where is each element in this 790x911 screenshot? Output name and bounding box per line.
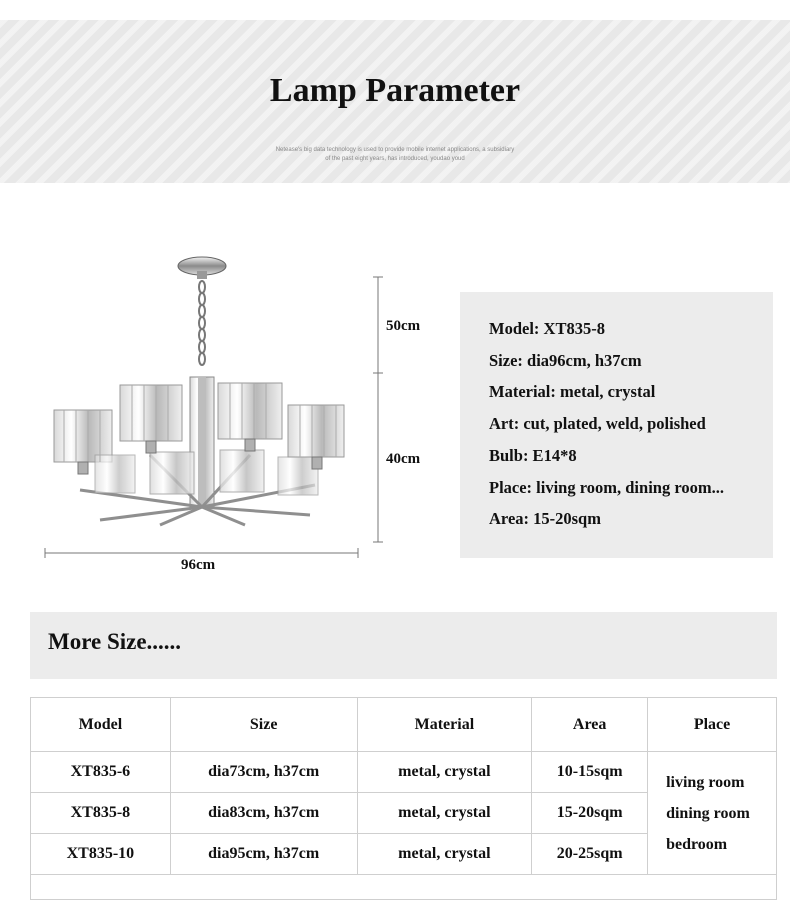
cell-area: 15-20sqm [532, 793, 648, 834]
spec-material: Material: metal, crystal [489, 382, 656, 401]
banner-subtitle-line1: Netease's big data technology is used to provide mobile internet applications, a subsidiary [275, 147, 515, 153]
height-upper-label: 50cm [386, 318, 421, 334]
cell-area: 20-25sqm [532, 834, 648, 875]
cell-material: metal, crystal [357, 834, 532, 875]
header-material: Material [357, 698, 532, 752]
cell-model: XT835-6 [31, 752, 171, 793]
header-size: Size [170, 698, 357, 752]
page-title: Lamp Parameter [269, 72, 521, 109]
banner-subtitle-line2: of the past eight years, has introduced, youdao youd [325, 156, 465, 162]
spec-area: Area: 15-20sqm [489, 509, 601, 528]
place-dining-room: dining room [666, 804, 750, 822]
spec-place: Place: living room, dining room... [489, 478, 724, 497]
cell-size: dia83cm, h37cm [170, 793, 357, 834]
spec-model: Model: XT835-8 [489, 319, 605, 338]
place-living-room: living room [666, 773, 745, 791]
spec-size: Size: dia96cm, h37cm [489, 351, 642, 370]
spec-art: Art: cut, plated, weld, polished [489, 414, 706, 433]
header-place: Place [648, 698, 777, 752]
chandelier-image [40, 245, 440, 585]
spec-bulb: Bulb: E14*8 [489, 446, 577, 465]
cell-place [648, 752, 777, 875]
cell-material: metal, crystal [357, 752, 532, 793]
more-size-title: More Size...... [48, 629, 182, 654]
more-size-bar [30, 612, 777, 679]
cell-size: dia73cm, h37cm [170, 752, 357, 793]
spec-panel [460, 292, 773, 558]
cell-size: dia95cm, h37cm [170, 834, 357, 875]
header-banner [0, 20, 790, 183]
cell-model: XT835-8 [31, 793, 171, 834]
place-bedroom: bedroom [666, 835, 728, 853]
cell-area: 10-15sqm [532, 752, 648, 793]
header-model: Model [31, 698, 171, 752]
height-lower-label: 40cm [386, 451, 421, 467]
table-header-row [31, 698, 777, 752]
size-table [30, 697, 777, 900]
empty-cell [31, 875, 777, 900]
cell-model: XT835-10 [31, 834, 171, 875]
table-empty-row [31, 875, 777, 900]
width-label: 96cm [181, 557, 216, 573]
header-area: Area [532, 698, 648, 752]
cell-material: metal, crystal [357, 793, 532, 834]
table-row [31, 752, 777, 793]
